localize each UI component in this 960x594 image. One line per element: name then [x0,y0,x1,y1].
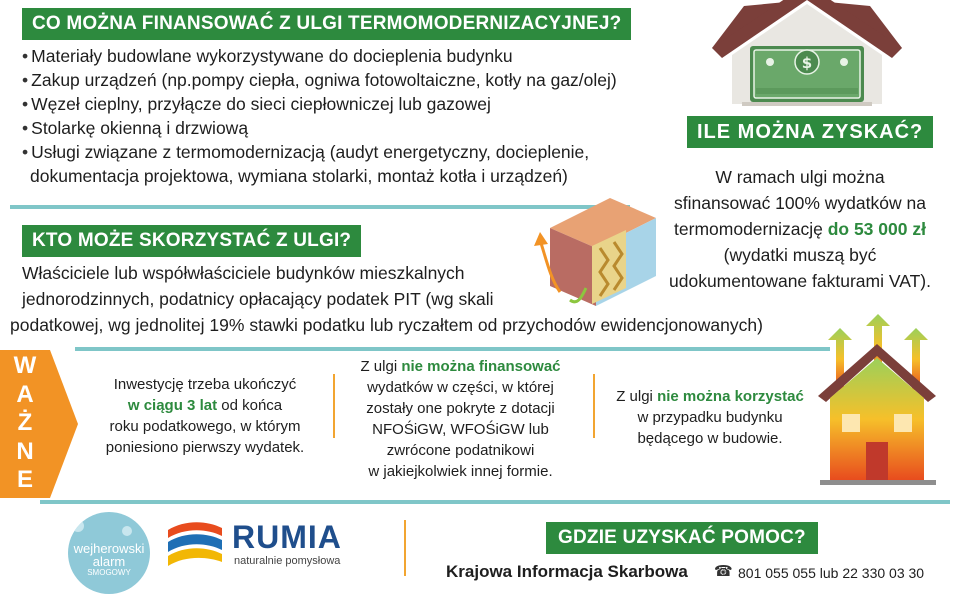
finance-heading: CO MOŻNA FINANSOWAĆ Z ULGI TERMOMODERNIZACYJNEJ? [22,8,631,40]
wall-insulation-icon [530,188,660,316]
important-line: Z ulgi [616,388,658,405]
important-line: w jakiejkolwiek innej formie. [368,463,553,480]
important-line: w przypadku budynku [637,409,783,426]
important-line: zwrócone podatnikowi [386,442,535,459]
column-separator [593,374,595,438]
who-line: Właściciele lub współwłaściciele budynków mieszkalnych [22,263,465,283]
who-heading: KTO MOŻE SKORZYSTAĆ Z ULGI? [22,225,361,257]
help-heading: GDZIE UZYSKAĆ POMOC? [546,522,818,554]
gain-line: W ramach ulgi można [715,167,885,187]
list-item: • Stolarkę okienną i drzwiową [22,116,682,140]
logo-text: alarm [92,554,126,569]
list-item: • Zakup urządzeń (np.pompy ciepła, ogniwa fotowoltaiczne, kotły na gaz/olej) [22,68,682,92]
important-line: poniesiono pierwszy wydatek. [105,439,305,456]
important-label [0,352,50,495]
important-line: Inwestycję trzeba ukończyć [113,376,297,393]
important-line: roku podatkowego, w którym [109,418,301,435]
important-line: od końca [217,397,283,414]
money-house-icon [712,0,902,112]
gain-amount: do 53 000 zł [827,219,926,239]
important-highlight: nie można korzystać [657,388,804,405]
svg-text:$: $ [801,54,813,72]
important-letter: N [16,437,34,465]
important-highlight: w ciągu 3 lat [127,397,218,414]
gain-line: sfinansować 100% wydatków na [674,193,926,213]
rumia-emblem-icon [166,520,224,566]
important-col-3 [600,386,820,449]
important-line: Z ulgi [360,358,402,375]
kis-name: Krajowa Informacja Skarbowa [446,562,688,581]
important-line: wydatków w części, w której [367,379,554,396]
important-banner-arrow [50,350,78,498]
wejherowski-alarm-logo [68,512,150,594]
list-item: • Węzeł cieplny, przyłącze do sieci ciepłowniczej lub gazowej [22,92,682,116]
important-col-1 [90,374,320,458]
phone-icon: ☎ [714,563,733,580]
gain-line: termomodernizację [674,219,828,239]
logo-text: SMOGOWY [87,568,131,577]
important-line: NFOŚiGW, WFOŚiGW lub [372,421,549,438]
house-heat-arrows-icon [812,310,942,488]
rumia-name: RUMIA [232,519,342,555]
list-item: • Usługi związane z termomodernizacją (audyt energetyczny, docieplenie, [22,140,682,164]
column-separator [333,374,335,438]
important-letter: E [16,466,33,493]
gain-line: udokumentowane fakturami VAT). [669,271,931,291]
important-letter: A [16,380,34,408]
who-line: jednorodzinnych, podatnicy opłacający podatek PIT (wg skali [22,289,494,309]
gain-heading: ILE MOŻNA ZYSKAĆ? [687,116,933,148]
section-divider [75,347,830,351]
list-item-continuation: dokumentacja projektowa, wymiana stolarki, montaż kotła i urządzeń) [30,166,568,186]
kis-phone: 801 055 055 lub 22 330 03 30 [738,565,925,581]
logo-text: wejherowski [73,541,145,556]
list-item: • Materiały budowlane wykorzystywane do docieplenia budynku [22,44,682,68]
important-line: zostały one pokryte z dotacji [366,400,555,417]
section-divider [40,500,950,504]
important-col-2 [343,356,578,482]
column-separator [404,520,406,576]
gain-text [650,164,950,294]
important-line: będącego w budowie. [637,430,783,447]
rumia-tagline: naturalnie pomysłowa [234,555,341,567]
who-line: podatkowej, wg jednolitej 19% stawki podatku lub ryczałtem od przychodów ewidencjonowanych) [10,315,763,335]
important-highlight: nie można finansować [401,358,561,375]
gain-line: (wydatki muszą być [723,245,877,265]
important-letter: W [13,352,37,379]
finance-list [22,44,682,188]
important-letter: Ż [17,409,33,436]
